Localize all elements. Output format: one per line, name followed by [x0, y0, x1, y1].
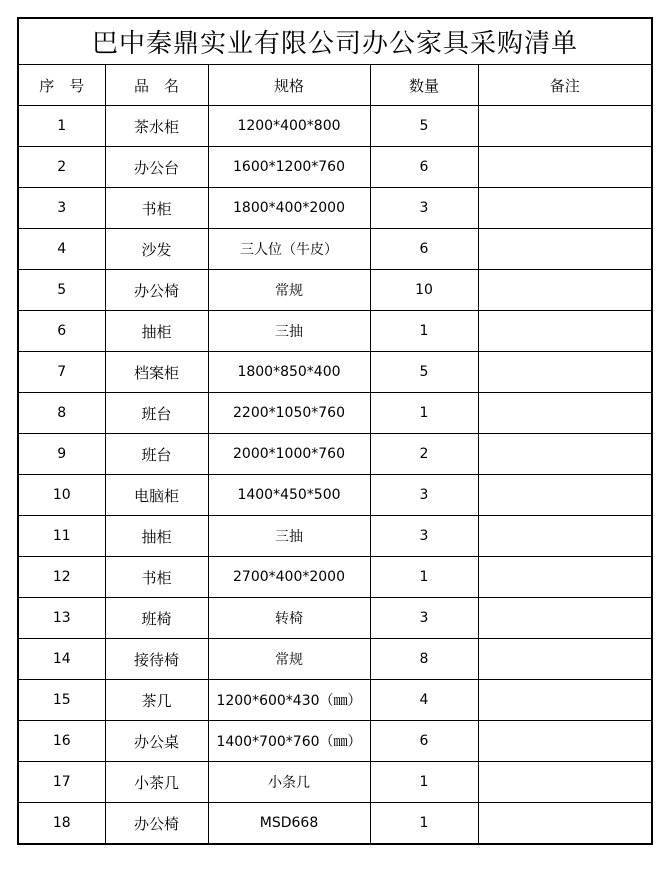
- cell-remark: [478, 147, 652, 188]
- cell-index: 4: [18, 229, 105, 270]
- cell-spec: 三人位（牛皮）: [208, 229, 370, 270]
- cell-spec: 1400*450*500: [208, 475, 370, 516]
- cell-index: 10: [18, 475, 105, 516]
- cell-name: 接待椅: [105, 639, 208, 680]
- table-row: [18, 721, 652, 762]
- cell-index: 12: [18, 557, 105, 598]
- table-row: [18, 106, 652, 147]
- procurement-table: [17, 17, 653, 845]
- cell-name: 办公桌: [105, 721, 208, 762]
- cell-spec: 1400*700*760（㎜）: [208, 721, 370, 762]
- table-row: [18, 229, 652, 270]
- cell-remark: [478, 188, 652, 229]
- cell-qty: 3: [370, 188, 478, 229]
- cell-qty: 10: [370, 270, 478, 311]
- table-row: [18, 680, 652, 721]
- cell-qty: 1: [370, 311, 478, 352]
- cell-remark: [478, 106, 652, 147]
- cell-spec: 三抽: [208, 311, 370, 352]
- cell-index: 3: [18, 188, 105, 229]
- cell-name: 茶几: [105, 680, 208, 721]
- cell-name: 茶水柜: [105, 106, 208, 147]
- table-row: [18, 434, 652, 475]
- table-row: [18, 639, 652, 680]
- cell-remark: [478, 516, 652, 557]
- cell-remark: [478, 680, 652, 721]
- table-row: [18, 188, 652, 229]
- cell-remark: [478, 352, 652, 393]
- cell-name: 沙发: [105, 229, 208, 270]
- cell-spec: 1800*400*2000: [208, 188, 370, 229]
- cell-remark: [478, 639, 652, 680]
- cell-name: 班台: [105, 434, 208, 475]
- cell-remark: [478, 229, 652, 270]
- cell-name: 抽柜: [105, 311, 208, 352]
- cell-index: 7: [18, 352, 105, 393]
- table-row: [18, 352, 652, 393]
- cell-index: 2: [18, 147, 105, 188]
- cell-qty: 3: [370, 516, 478, 557]
- cell-index: 15: [18, 680, 105, 721]
- cell-name: 办公椅: [105, 803, 208, 845]
- column-header-qty: 数量: [370, 65, 478, 106]
- cell-name: 电脑柜: [105, 475, 208, 516]
- cell-name: 书柜: [105, 188, 208, 229]
- cell-qty: 6: [370, 147, 478, 188]
- cell-qty: 3: [370, 475, 478, 516]
- table-row: [18, 803, 652, 845]
- column-header-no: 序 号: [18, 65, 105, 106]
- column-header-spec: 规格: [208, 65, 370, 106]
- cell-index: 11: [18, 516, 105, 557]
- cell-index: 16: [18, 721, 105, 762]
- cell-name: 小茶几: [105, 762, 208, 803]
- cell-qty: 1: [370, 393, 478, 434]
- cell-index: 9: [18, 434, 105, 475]
- table-row: [18, 270, 652, 311]
- cell-remark: [478, 270, 652, 311]
- cell-qty: 3: [370, 598, 478, 639]
- table-row: [18, 762, 652, 803]
- cell-index: 1: [18, 106, 105, 147]
- cell-remark: [478, 475, 652, 516]
- cell-qty: 2: [370, 434, 478, 475]
- table-row: [18, 557, 652, 598]
- cell-qty: 6: [370, 721, 478, 762]
- cell-spec: 1200*400*800: [208, 106, 370, 147]
- cell-spec: 常规: [208, 639, 370, 680]
- cell-name: 档案柜: [105, 352, 208, 393]
- cell-remark: [478, 721, 652, 762]
- cell-remark: [478, 762, 652, 803]
- cell-remark: [478, 598, 652, 639]
- table-row: [18, 598, 652, 639]
- table-row: [18, 393, 652, 434]
- cell-remark: [478, 434, 652, 475]
- cell-index: 6: [18, 311, 105, 352]
- page-title: 巴中秦鼎实业有限公司办公家具采购清单: [18, 18, 652, 65]
- table-row: [18, 147, 652, 188]
- cell-name: 班台: [105, 393, 208, 434]
- cell-index: 17: [18, 762, 105, 803]
- cell-qty: 6: [370, 229, 478, 270]
- cell-qty: 5: [370, 352, 478, 393]
- title-row: [18, 18, 652, 65]
- column-header-remark: 备注: [478, 65, 652, 106]
- cell-index: 5: [18, 270, 105, 311]
- cell-qty: 1: [370, 762, 478, 803]
- cell-spec: 转椅: [208, 598, 370, 639]
- cell-spec: 2200*1050*760: [208, 393, 370, 434]
- cell-spec: 常规: [208, 270, 370, 311]
- cell-remark: [478, 803, 652, 845]
- cell-index: 13: [18, 598, 105, 639]
- cell-qty: 1: [370, 557, 478, 598]
- cell-spec: 2700*400*2000: [208, 557, 370, 598]
- cell-index: 14: [18, 639, 105, 680]
- cell-index: 8: [18, 393, 105, 434]
- cell-qty: 4: [370, 680, 478, 721]
- column-header-name: 品 名: [105, 65, 208, 106]
- cell-name: 办公台: [105, 147, 208, 188]
- header-row: [18, 65, 652, 106]
- cell-name: 书柜: [105, 557, 208, 598]
- cell-spec: 三抽: [208, 516, 370, 557]
- cell-spec: MSD668: [208, 803, 370, 845]
- table-row: [18, 475, 652, 516]
- cell-spec: 2000*1000*760: [208, 434, 370, 475]
- cell-spec: 1600*1200*760: [208, 147, 370, 188]
- cell-remark: [478, 557, 652, 598]
- cell-index: 18: [18, 803, 105, 845]
- table-body: [18, 106, 652, 845]
- cell-spec: 小条几: [208, 762, 370, 803]
- cell-qty: 1: [370, 803, 478, 845]
- cell-remark: [478, 311, 652, 352]
- cell-spec: 1200*600*430（㎜）: [208, 680, 370, 721]
- table-row: [18, 311, 652, 352]
- cell-spec: 1800*850*400: [208, 352, 370, 393]
- cell-name: 班椅: [105, 598, 208, 639]
- table-row: [18, 516, 652, 557]
- cell-remark: [478, 393, 652, 434]
- cell-name: 办公椅: [105, 270, 208, 311]
- cell-qty: 5: [370, 106, 478, 147]
- cell-qty: 8: [370, 639, 478, 680]
- cell-name: 抽柜: [105, 516, 208, 557]
